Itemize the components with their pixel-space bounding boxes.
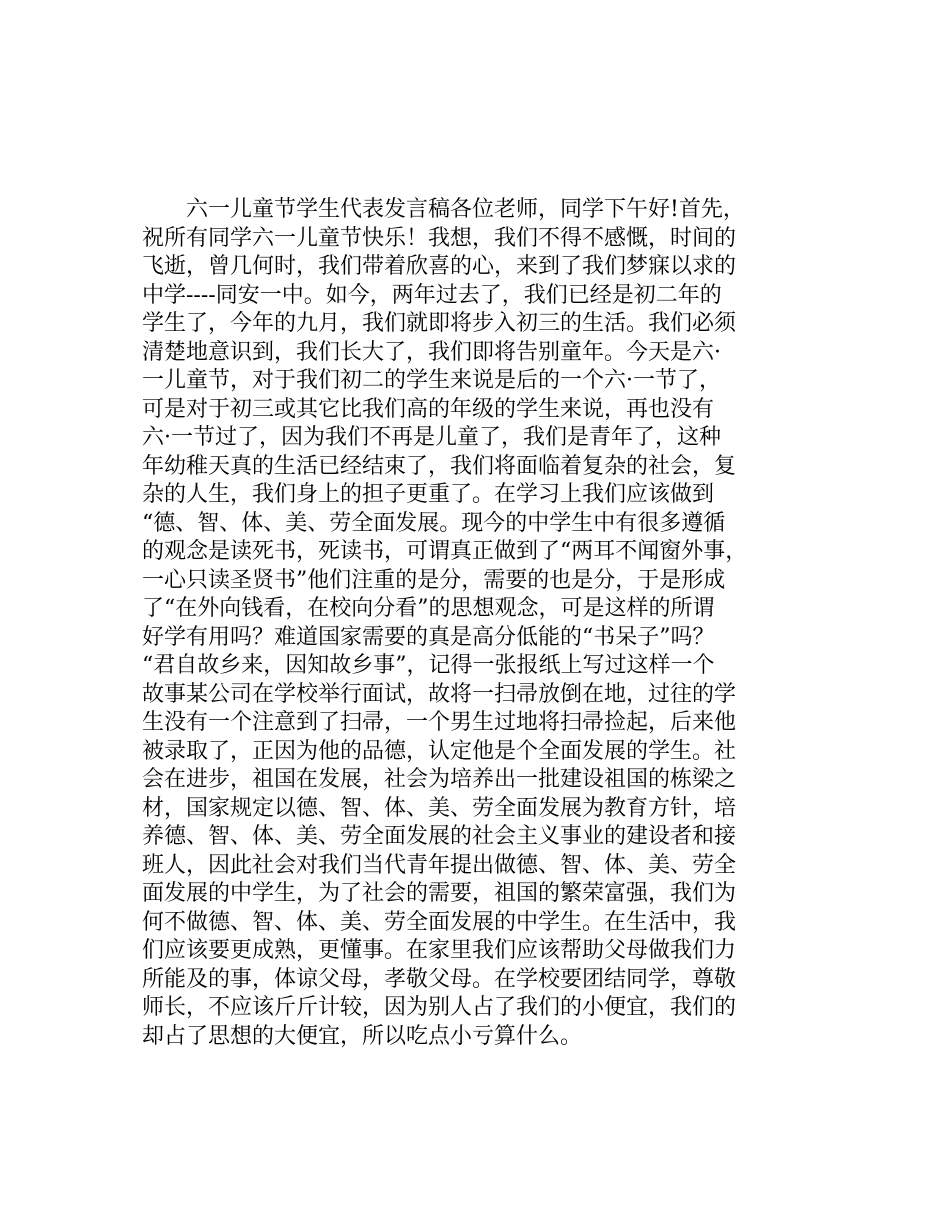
text-line: 养德、智、体、美、劳全面发展的社会主义事业的建设者和接 <box>142 824 737 849</box>
text-line: 好学有用吗？难道国家需要的真是高分低能的“书呆子”吗？ <box>142 624 715 650</box>
text-line: 故事某公司在学校举行面试，故将一扫帚放倒在地，过往的学 <box>142 681 737 707</box>
text-line: 祝所有同学六一儿童节快乐！我想，我们不得不感慨，时间的 <box>142 225 737 251</box>
text-line: 了“在外向钱看，在校向分看”的思想观念，可是这样的所谓 <box>142 596 715 621</box>
text-line: 六·一节过了，因为我们不再是儿童了，我们是青年了，这种 <box>142 425 721 450</box>
text-line: 一儿童节，对于我们初二的学生来说是后的一个六·一节了， <box>142 368 721 393</box>
text-line: 一心只读圣贤书”他们注重的是分，需要的也是分，于是形成 <box>142 567 726 593</box>
text-line: “德、智、体、美、劳全面发展。现今的中学生中有很多遵循 <box>142 510 726 536</box>
text-line: 六一儿童节学生代表发言稿各位老师，同学下午好!首先， <box>142 197 745 222</box>
text-line: 们应该要更成熟，更懂事。在家里我们应该帮助父母做我们力 <box>142 938 737 963</box>
text-line: 中学----同安一中。如今，两年过去了，我们已经是初二年的 <box>142 282 722 308</box>
text-line: 飞逝，曾几何时，我们带着欣喜的心，来到了我们梦寐以求的 <box>142 254 737 279</box>
text-line: 所能及的事，体谅父母，孝敬父母。在学校要团结同学，尊敬 <box>142 966 737 992</box>
text-line: 师长，不应该斤斤计较，因为别人占了我们的小便宜，我们的 <box>142 995 737 1020</box>
text-line: 面发展的中学生，为了社会的需要，祖国的繁荣富强，我们为 <box>142 881 737 906</box>
text-line: 清楚地意识到，我们长大了，我们即将告别童年。今天是六· <box>142 339 721 365</box>
text-line: 生没有一个注意到了扫帚，一个男生过地将扫帚捡起，后来他 <box>142 710 737 735</box>
text-line: 被录取了，正因为他的品德，认定他是个全面发展的学生。社 <box>142 738 737 764</box>
text-line: 学生了，今年的九月，我们就即将步入初三的生活。我们必须 <box>142 311 737 336</box>
text-line: 却占了思想的大便宜，所以吃点小亏算什么。 <box>142 1023 583 1049</box>
text-line: 何不做德、智、体、美、劳全面发展的中学生。在生活中，我 <box>142 909 737 935</box>
text-line: 年幼稚天真的生活已经结束了，我们将面临着复杂的社会，复 <box>142 453 737 479</box>
text-line: 的观念是读死书，死读书，可谓真正做到了“两耳不闻窗外事， <box>142 539 748 564</box>
text-line: 可是对于初三或其它比我们高的年级的学生来说，再也没有 <box>142 396 715 422</box>
text-line: “君自故乡来，因知故乡事”，记得一张报纸上写过这样一个 <box>142 653 715 678</box>
speech-text <box>142 196 810 1051</box>
text-line: 会在进步，祖国在发展，社会为培养出一批建设祖国的栋梁之 <box>142 767 737 792</box>
text-line: 材，国家规定以德、智、体、美、劳全面发展为教育方针，培 <box>142 795 737 821</box>
text-line: 杂的人生，我们身上的担子更重了。在学习上我们应该做到 <box>142 482 715 507</box>
text-line: 班人，因此社会对我们当代青年提出做德、智、体、美、劳全 <box>142 852 737 878</box>
